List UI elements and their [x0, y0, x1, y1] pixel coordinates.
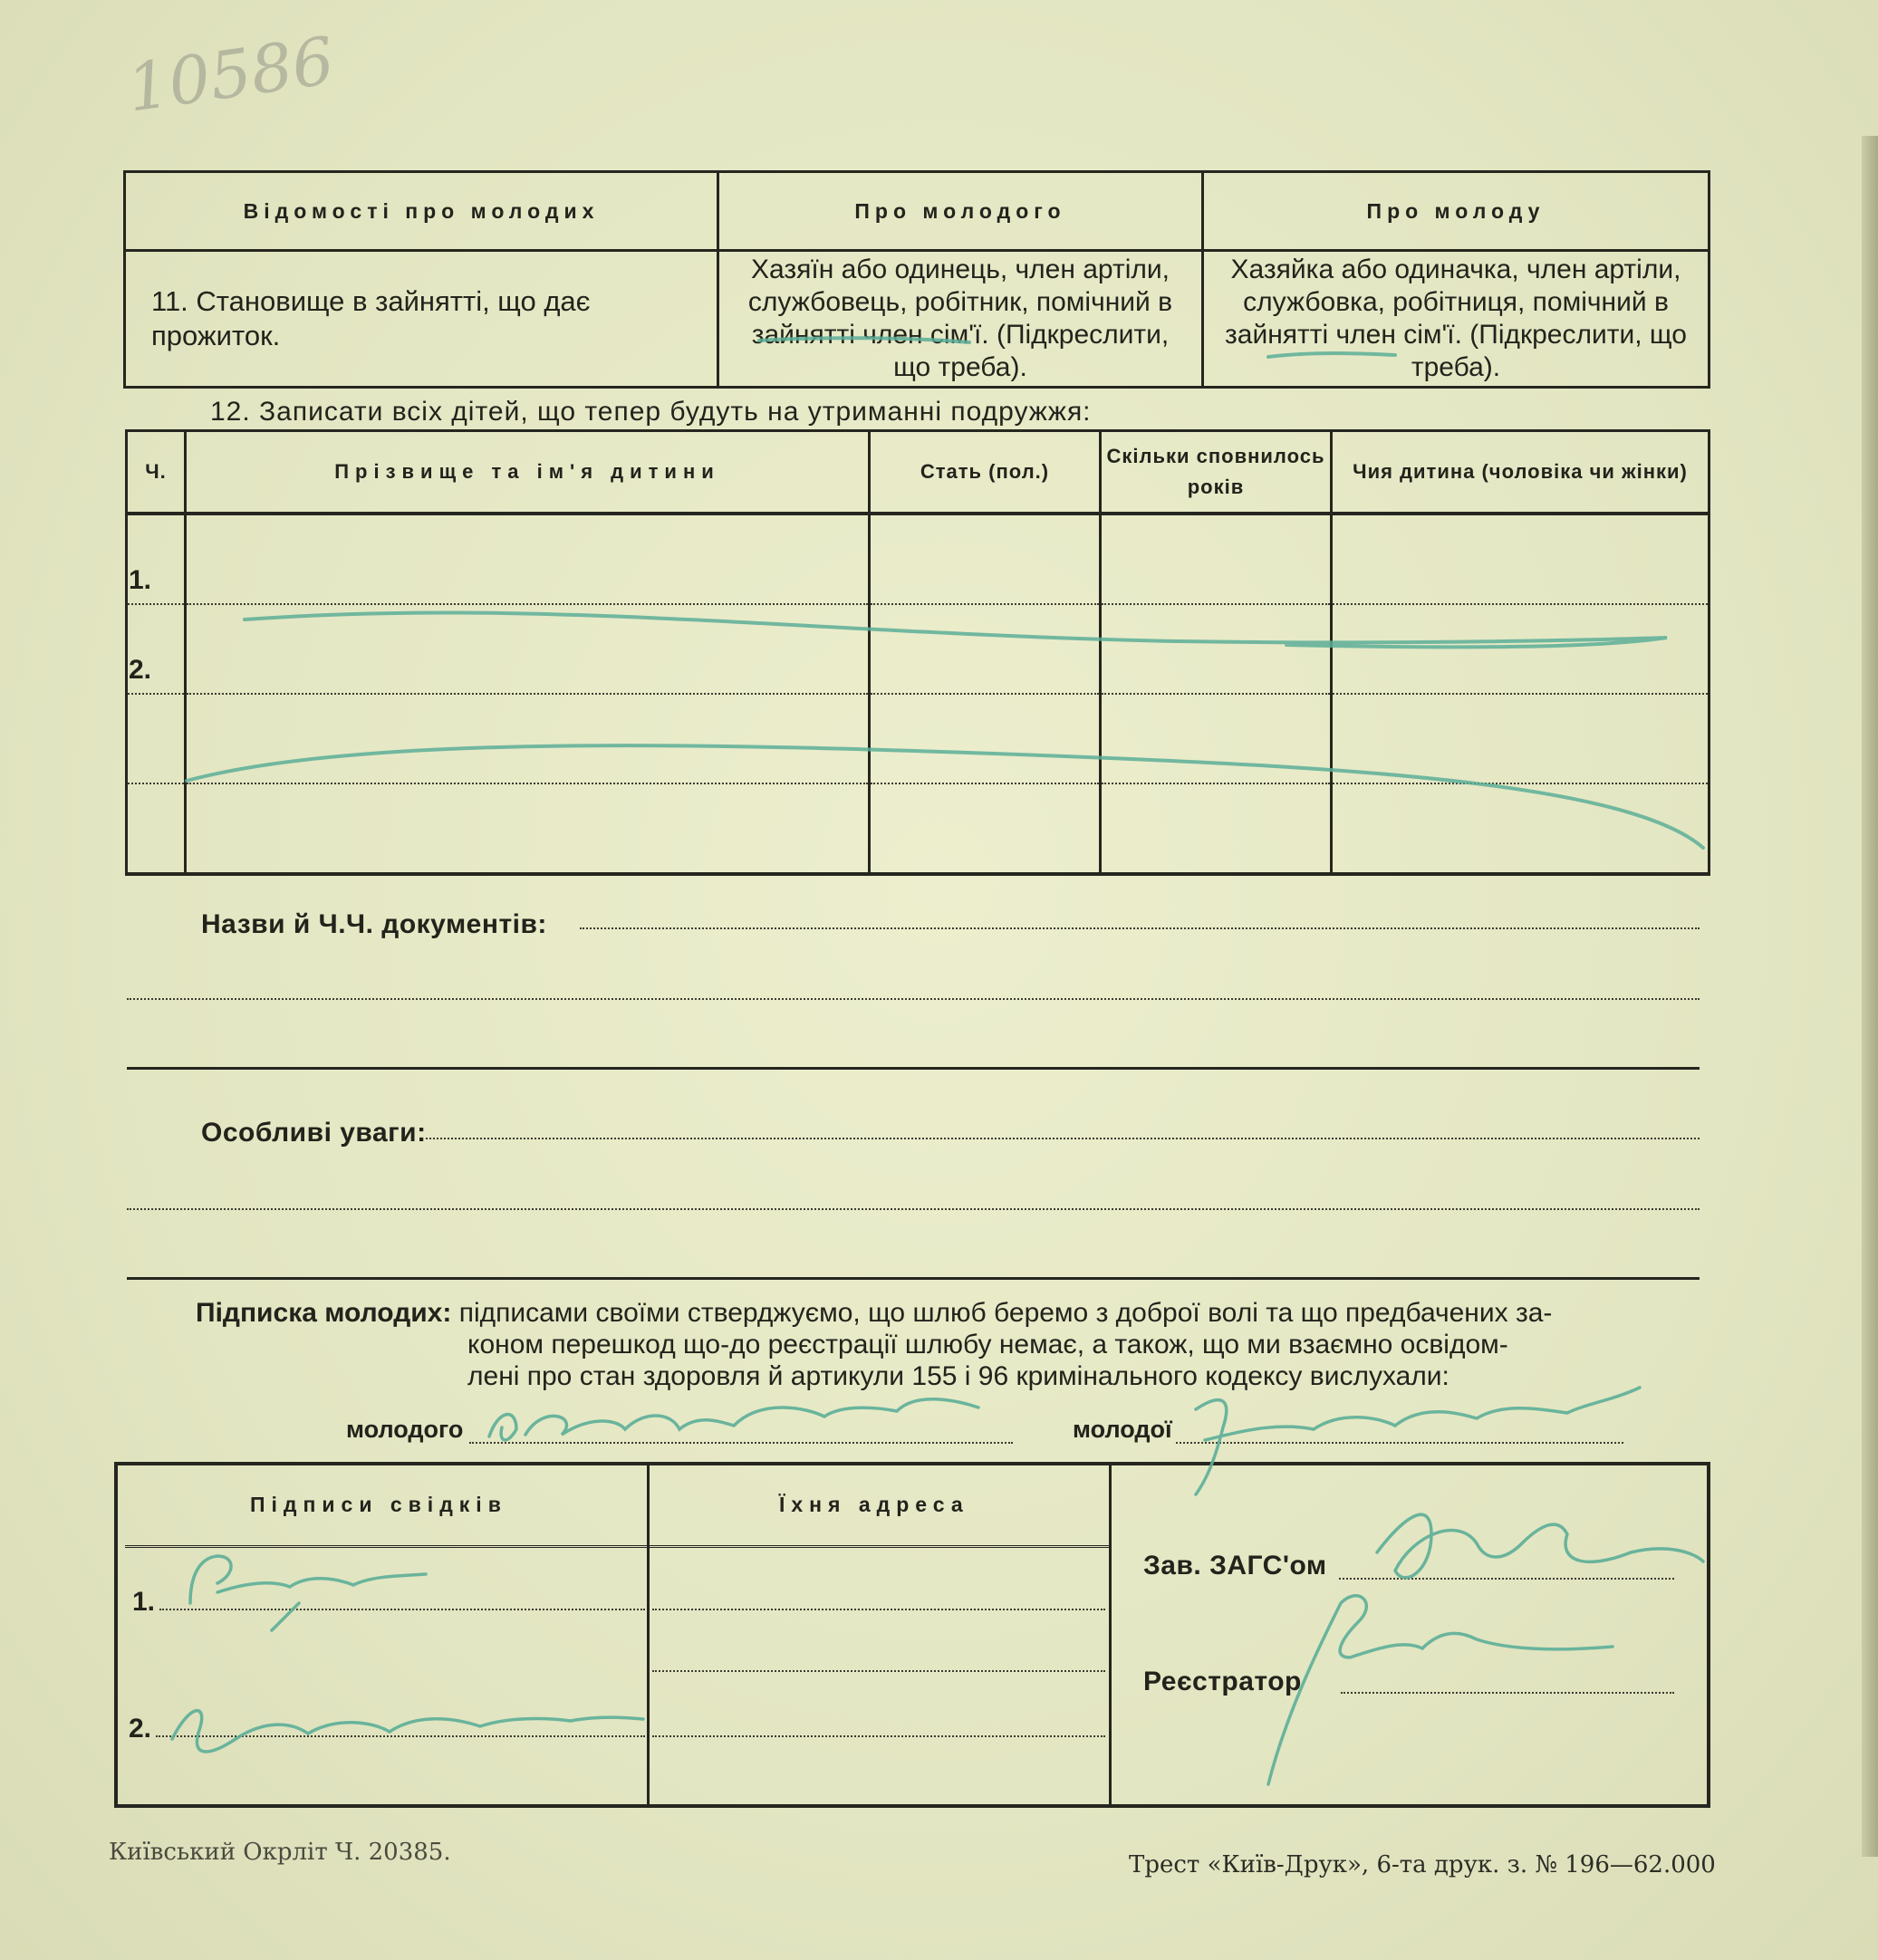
row-number: 2. — [127, 604, 186, 694]
head-zags-field[interactable] — [1339, 1578, 1674, 1580]
children-title: 12. Записати всіх дітей, що тепер будуть на утриманні подружжя: — [210, 397, 1092, 427]
bride-sign-label: молодої — [1073, 1416, 1172, 1443]
header-col1: Відомості про молодих — [125, 172, 718, 251]
registrar-label: Реєстратор — [1143, 1667, 1302, 1696]
col-whose-child: Чия дитина (чоловіка чи жінки) — [1332, 431, 1709, 514]
row11-groom: Хазяїн або одинець, член артіли, службовець, робітник, помічний в зайнятті член сім'ї. (Підкреслити, що треба). — [718, 251, 1203, 388]
witness1-sign-field[interactable] — [159, 1609, 645, 1610]
footer-left: Київський Окрліт Ч. 20385. — [109, 1839, 451, 1866]
marriage-info-table — [123, 170, 1710, 389]
declaration-lead: Підписка молодих: — [196, 1298, 452, 1328]
documents-field[interactable] — [580, 927, 1700, 929]
witness1-address-field[interactable] — [652, 1609, 1105, 1610]
table-row — [127, 604, 1709, 694]
row11-bride: Хазяйка або одиначка, член артіли, службовка, робітниця, помічний в зайнятті член сім'ї. (Підкреслити, що треба). — [1203, 251, 1709, 388]
col-age: Скільки сповнилось років — [1101, 431, 1332, 514]
declaration-line3: лені про стан здоровля й артикули 155 і 96 кримінального кодексу вислухали: — [467, 1361, 1449, 1391]
row-number — [127, 783, 186, 874]
col-number: Ч. — [127, 431, 186, 514]
witness-table — [114, 1462, 1710, 1808]
registrar-field[interactable] — [1341, 1692, 1674, 1694]
table-row — [127, 514, 1709, 604]
witness-address-header: Їхня адреса — [779, 1493, 969, 1516]
header-col2: Про молодого — [718, 172, 1203, 251]
children-table — [125, 429, 1710, 876]
witness2-address-field[interactable] — [652, 1735, 1105, 1737]
table-row — [127, 783, 1709, 874]
table-row — [127, 694, 1709, 783]
groom-sign-label: молодого — [346, 1416, 464, 1443]
row11-label: 11. Становище в зайнятті, що дає прожиток. — [125, 251, 718, 388]
col-child-name: Прізвище та ім'я дитини — [186, 431, 870, 514]
special-notes-field-line2[interactable] — [127, 1208, 1700, 1210]
divider — [127, 1067, 1700, 1070]
witness-address-field-mid[interactable] — [652, 1670, 1105, 1672]
declaration-line2: коном перешкод що-до реєстрації шлюбу немає, а також, що ми взаємно освідом- — [467, 1330, 1508, 1360]
header-col3: Про молоду — [1203, 172, 1709, 251]
special-notes-field[interactable] — [426, 1138, 1700, 1139]
declaration — [196, 1297, 1700, 1392]
documents-field-line2[interactable] — [127, 998, 1700, 1000]
witness2-sign-field[interactable] — [156, 1735, 645, 1737]
documents-label: Назви й Ч.Ч. документів: — [201, 909, 547, 939]
special-notes-label: Особливі уваги: — [201, 1118, 427, 1148]
head-zags-label: Зав. ЗАГС'ом — [1143, 1551, 1327, 1580]
witness-sign-header: Підписи свідків — [250, 1493, 507, 1516]
col-sex: Стать (пол.) — [870, 431, 1101, 514]
witness-row-1: 1. — [132, 1587, 156, 1617]
declaration-line1: підписами своїми стверджуємо, що шлюб беремо з доброї волі та що предбачених за- — [458, 1298, 1553, 1328]
row-number — [127, 694, 186, 783]
bride-signature-field[interactable] — [1176, 1442, 1623, 1444]
divider — [127, 1277, 1700, 1280]
archive-number: 10586 — [122, 22, 339, 127]
footer-right: Трест «Київ-Друк», 6-та друк. з. № 196—62.000 — [1129, 1851, 1716, 1878]
witness-row-2: 2. — [129, 1714, 152, 1744]
page-edge — [1862, 136, 1878, 1857]
row-number: 1. — [127, 514, 186, 604]
groom-signature-field[interactable] — [469, 1442, 1013, 1444]
